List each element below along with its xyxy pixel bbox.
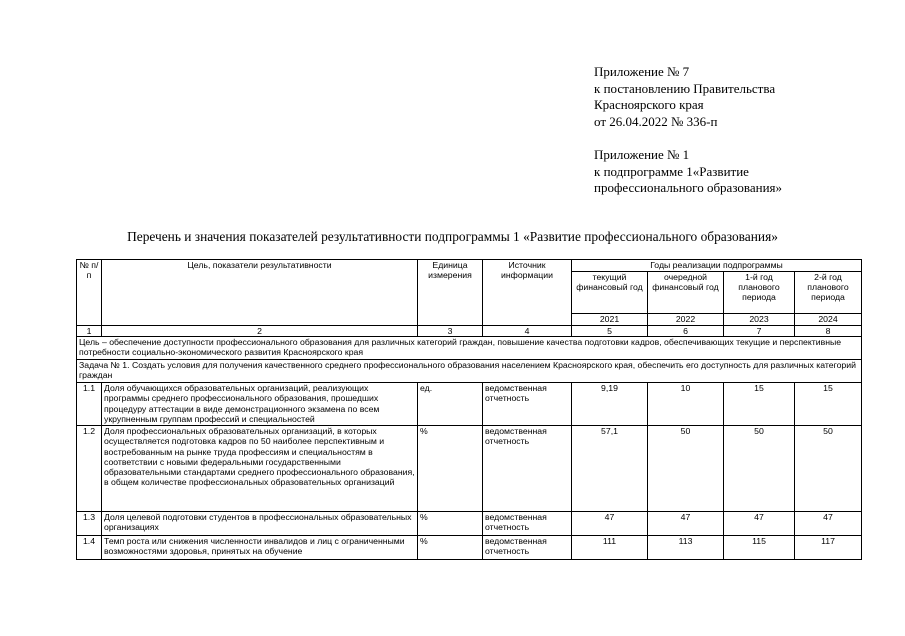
value-2022: 10	[648, 383, 724, 426]
indicator-unit: %	[418, 426, 483, 512]
indicator-name: Доля обучающихся образовательных организаций, реализующих программы среднего профессионального образования, прошедших процедуру аттестации в виде демонстрационного экзамена по всем укрупненным группам профессий и специальностей	[102, 383, 418, 426]
value-2021: 57,1	[572, 426, 648, 512]
column-number: 7	[724, 326, 795, 337]
value-2024: 50	[795, 426, 862, 512]
header-plan-year-2: 2-й год планового периода	[795, 272, 862, 314]
row-number: 1.1	[77, 383, 102, 426]
header-year: 2024	[795, 314, 862, 326]
header-plan-year-1: 1-й год планового периода	[724, 272, 795, 314]
task-text: Задача № 1. Создать условия для получения качественного среднего профессионального образования населением Красноярского края, обеспечить его доступность для различных категорий граждан	[77, 360, 862, 383]
row-number: 1.3	[77, 512, 102, 536]
value-2024: 47	[795, 512, 862, 536]
table-row	[77, 512, 862, 536]
header-year: 2023	[724, 314, 795, 326]
header-year: 2021	[572, 314, 648, 326]
indicators-table	[76, 259, 862, 560]
header-current-year: текущий финансовый год	[572, 272, 648, 314]
appendix-7-line: Красноярского края	[594, 97, 704, 112]
column-number: 3	[418, 326, 483, 337]
appendix-7-line: Приложение № 7	[594, 64, 690, 79]
value-2022: 47	[648, 512, 724, 536]
column-number: 8	[795, 326, 862, 337]
header-unit: Единица измерения	[418, 260, 483, 326]
column-numbers-row	[77, 326, 862, 337]
appendix-1-line: Приложение № 1	[594, 147, 690, 162]
appendix-1-line: профессионального образования»	[594, 180, 783, 195]
indicator-source: ведомственная отчетность	[483, 426, 572, 512]
appendix-1-block	[594, 147, 782, 197]
header-goal: Цель, показатели результативности	[102, 260, 418, 326]
appendix-7-line: от 26.04.2022 № 336-п	[594, 113, 718, 129]
value-2023: 50	[724, 426, 795, 512]
table-row	[77, 536, 862, 560]
appendix-1-line: к подпрограмме 1«Развитие	[594, 163, 749, 179]
header-years-group: Годы реализации подпрограммы	[572, 260, 862, 272]
value-2021: 111	[572, 536, 648, 560]
table-row	[77, 426, 862, 512]
column-number: 2	[102, 326, 418, 337]
value-2021: 9,19	[572, 383, 648, 426]
value-2022: 50	[648, 426, 724, 512]
document-title: Перечень и значения показателей результативности подпрограммы 1 «Развитие профессионального образования»	[127, 229, 778, 244]
goal-text: Цель – обеспечение доступности профессионального образования для различных категорий граждан, повышение качества подготовки кадров, обеспечивающих текущие и перспективные потребности социально-экономического развития Красноярского края	[77, 337, 862, 360]
task-row	[77, 360, 862, 383]
column-number: 5	[572, 326, 648, 337]
header-year: 2022	[648, 314, 724, 326]
goal-row	[77, 337, 862, 360]
value-2022: 113	[648, 536, 724, 560]
value-2024: 15	[795, 383, 862, 426]
header-no: № п/п	[77, 260, 102, 326]
appendix-7-line: к постановлению Правительства	[594, 80, 776, 96]
indicator-name: Доля профессиональных образовательных организаций, в которых осуществляется подготовка кадров по 50 наиболее перспективным и востребованным на рынке труда профессиям и специальностям в соответствии с новыми федеральными государственными образовательными стандартами среднего профессионального образования, в общем количестве профессиональных образовательных организаций	[102, 426, 418, 512]
row-number: 1.4	[77, 536, 102, 560]
value-2023: 115	[724, 536, 795, 560]
value-2023: 47	[724, 512, 795, 536]
indicator-source: ведомственная отчетность	[483, 383, 572, 426]
column-number: 1	[77, 326, 102, 337]
header-source: Источник информации	[483, 260, 572, 326]
indicator-source: ведомственная отчетность	[483, 536, 572, 560]
header-next-year: очередной финансовый год	[648, 272, 724, 314]
value-2021: 47	[572, 512, 648, 536]
indicator-name: Доля целевой подготовки студентов в профессиональных образовательных организациях	[102, 512, 418, 536]
value-2024: 117	[795, 536, 862, 560]
table-row	[77, 383, 862, 426]
value-2023: 15	[724, 383, 795, 426]
indicator-unit: %	[418, 512, 483, 536]
column-number: 4	[483, 326, 572, 337]
indicator-unit: %	[418, 536, 483, 560]
table-header-row	[77, 260, 862, 272]
indicator-source: ведомственная отчетность	[483, 512, 572, 536]
appendix-7-block	[594, 64, 775, 130]
column-number: 6	[648, 326, 724, 337]
indicator-unit: ед.	[418, 383, 483, 426]
row-number: 1.2	[77, 426, 102, 512]
indicator-name: Темп роста или снижения численности инвалидов и лиц с ограниченными возможностями здоровья, принятых на обучение	[102, 536, 418, 560]
